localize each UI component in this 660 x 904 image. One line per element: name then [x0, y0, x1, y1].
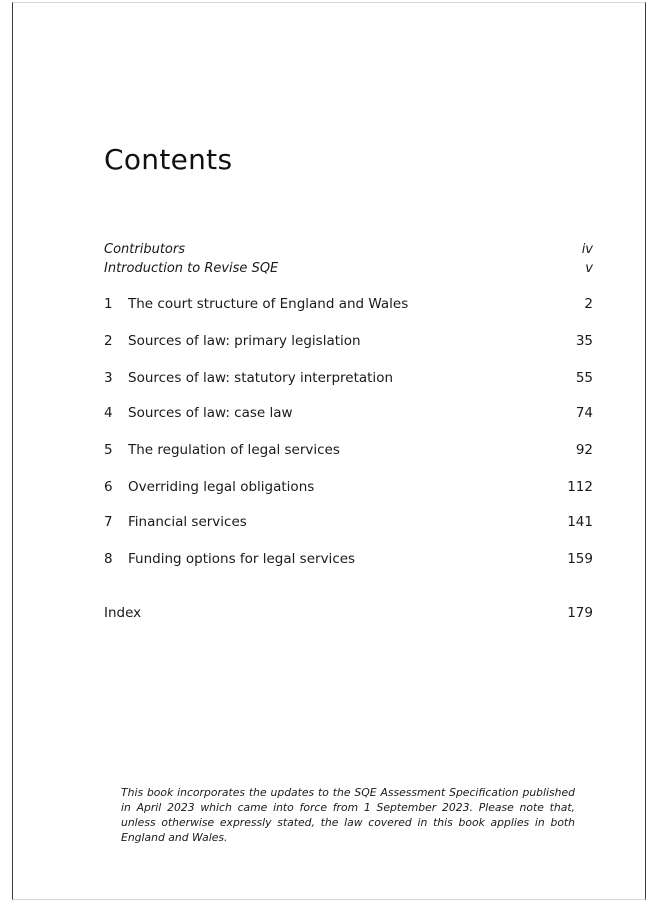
chapter-title: Overriding legal obligations	[128, 479, 315, 495]
chapter-number: 8	[104, 551, 113, 567]
chapter-page: 141	[567, 514, 593, 530]
toc-entry-page: 179	[567, 605, 593, 621]
toc-entry-introduction[interactable]	[104, 259, 593, 279]
toc-chapter-6[interactable]	[104, 477, 593, 497]
chapter-number: 7	[104, 514, 113, 530]
toc-chapter-8[interactable]	[104, 549, 593, 569]
toc-entry-page: v	[585, 261, 593, 276]
toc-entry-label: Index	[104, 605, 142, 621]
toc-entry-contributors[interactable]	[104, 240, 593, 260]
toc-chapter-7[interactable]	[104, 512, 593, 532]
chapter-title: Financial services	[128, 514, 247, 530]
toc-entry-page: iv	[581, 242, 593, 257]
book-page	[12, 2, 646, 900]
chapter-number: 4	[104, 405, 113, 421]
chapter-page: 55	[575, 370, 593, 386]
chapter-page: 92	[575, 442, 593, 458]
chapter-number: 5	[104, 442, 113, 458]
chapter-title: The court structure of England and Wales	[128, 296, 409, 312]
edition-note: This book incorporates the updates to the SQE Assessment Specification published in April 2023 which came into force from 1 September 2023. Please note that, unless otherwise expressly stated, the law covered in this book applies in both England and Wales.	[121, 786, 575, 844]
chapter-title: Funding options for legal services	[128, 551, 356, 567]
toc-entry-label: Introduction to Revise SQE	[104, 261, 279, 276]
chapter-number: 1	[104, 296, 113, 312]
chapter-title: Sources of law: case law	[128, 405, 293, 421]
toc-entry-index[interactable]	[104, 603, 593, 623]
chapter-page: 112	[567, 479, 593, 495]
chapter-page: 74	[575, 405, 593, 421]
chapter-page: 2	[584, 296, 593, 312]
toc-chapter-2[interactable]	[104, 331, 593, 351]
chapter-page: 159	[567, 551, 593, 567]
toc-chapter-1[interactable]	[104, 294, 593, 314]
chapter-number: 6	[104, 479, 113, 495]
chapter-page: 35	[575, 333, 593, 349]
chapter-title: Sources of law: primary legislation	[128, 333, 361, 349]
toc-chapter-5[interactable]	[104, 440, 593, 460]
toc-chapter-4[interactable]	[104, 403, 593, 423]
chapter-number: 2	[104, 333, 113, 349]
page-title: Contents	[104, 143, 233, 176]
toc-entry-label: Contributors	[104, 242, 185, 257]
chapter-number: 3	[104, 370, 113, 386]
toc-chapter-3[interactable]	[104, 368, 593, 388]
chapter-title: The regulation of legal services	[128, 442, 340, 458]
chapter-title: Sources of law: statutory interpretation	[128, 370, 394, 386]
